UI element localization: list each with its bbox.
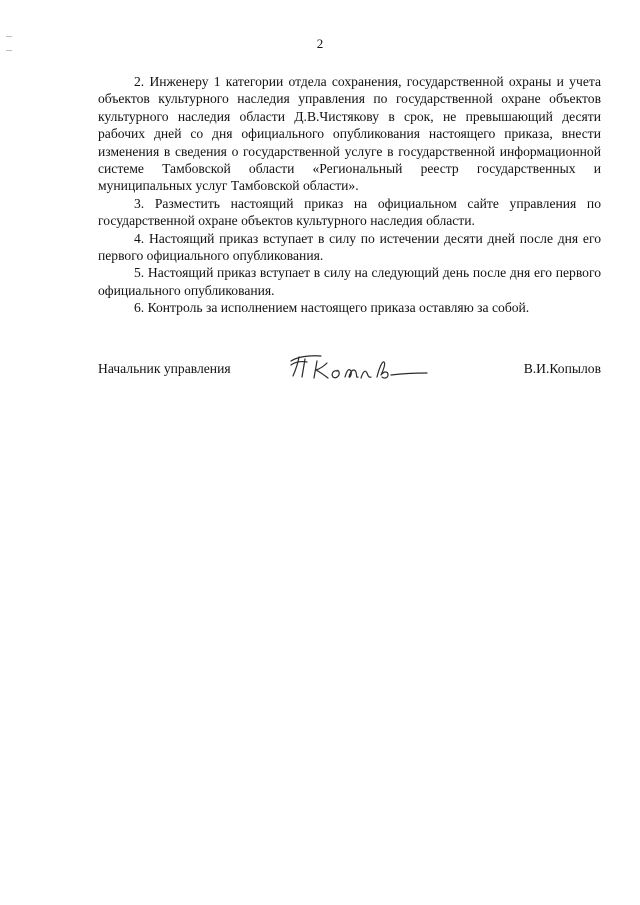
paragraph-item-3: 3. Разместить настоящий приказ на официальном сайте управления по государственной охране объектов культурного наследия области. [98, 195, 601, 229]
paragraph-item-6: 6. Контроль за исполнением настоящего приказа оставляю за собой. [134, 300, 530, 316]
signature-block [98, 351, 601, 391]
signatory-name: В.И.Копылов [523, 361, 601, 376]
signatory-position: Начальник управления [98, 361, 231, 376]
page-number: 2 [316, 36, 324, 51]
paragraph-item-4: 4. Настоящий приказ вступает в силу по истечении десяти дней после дня его первого официального опубликования. [98, 230, 601, 264]
handwritten-signature [287, 351, 437, 387]
paragraph-item-5: 5. Настоящий приказ вступает в силу на следующий день после дня его первого официального опубликования. [98, 265, 601, 298]
paragraph-item-2: 2. Инженеру 1 категории отдела сохранения, государственной охраны и учета объектов культурного наследия управления по государственной охране объектов культурного наследия области Д.В.Чистякову в срок, не превышающий десяти рабочих дней со дня официального опубликования настоящего приказа, внести изменения в сведения о государственной услуге в государственной информационной системе Тамбовской области «Региональный реестр государственных и муниципальных услуг Тамбовской области». [98, 74, 601, 194]
document-body [98, 73, 601, 317]
